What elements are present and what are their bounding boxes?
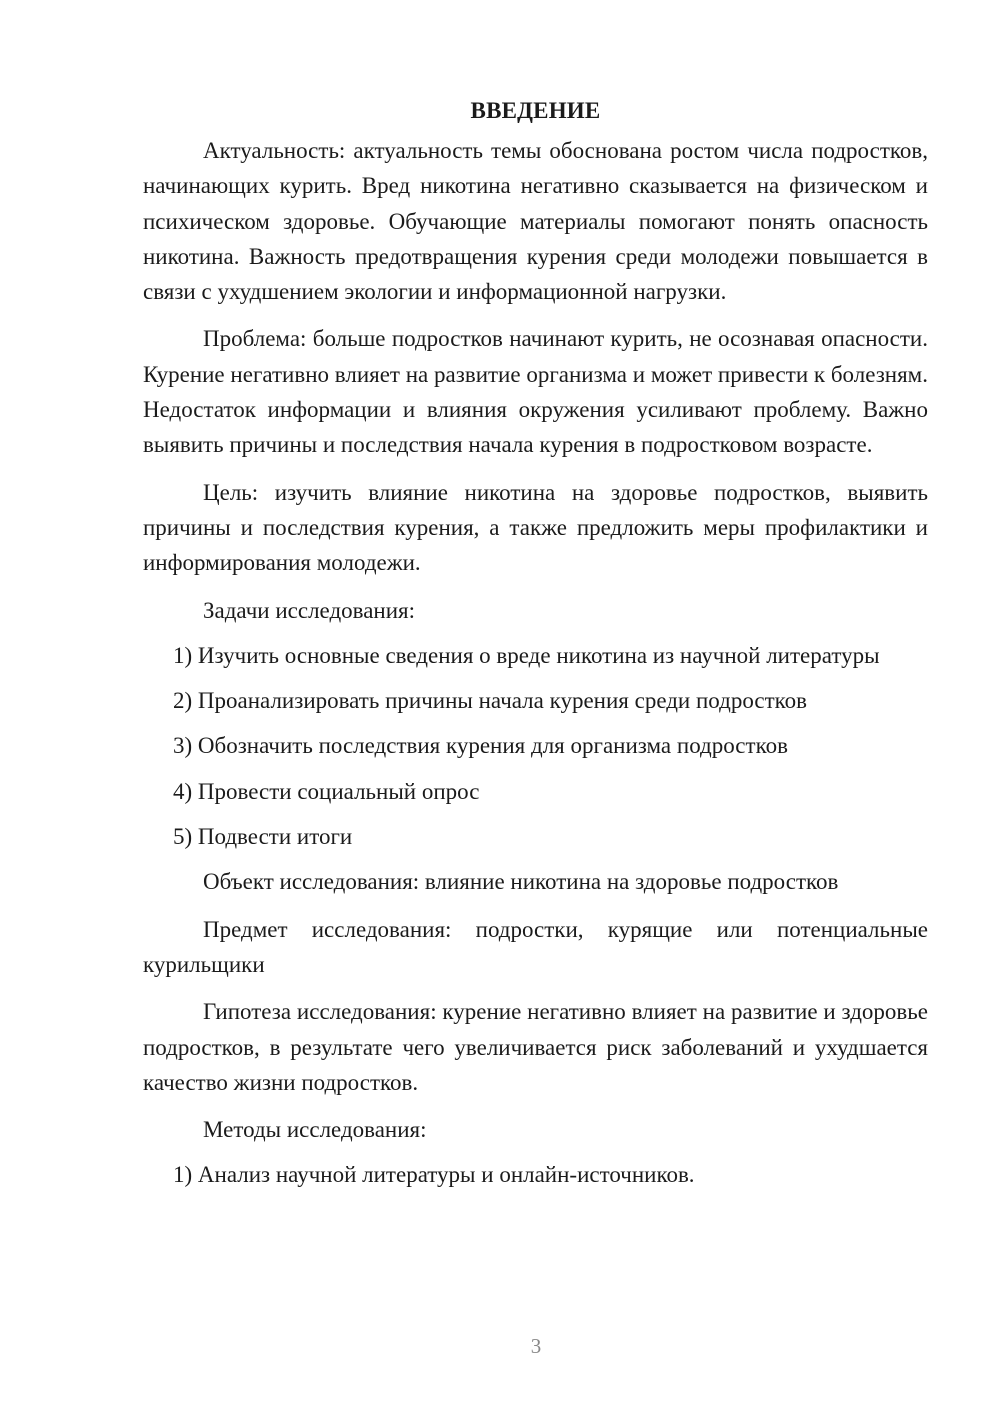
object-paragraph: Объект исследования: влияние никотина на здоровье подростков	[203, 869, 839, 895]
page-content	[143, 95, 928, 1203]
task-item: 2) Проанализировать причины начала курения среди подростков	[173, 688, 808, 714]
problem-paragraph: Проблема: больше подростков начинают курить, не осознавая опасности. Курение негативно влияет на развитие организма и может привести к болезням. Недостаток информации и влияния окружения усиливают проблему. Важно выявить причины и последствия начала курения в подростковом возрасте.	[143, 326, 928, 458]
goal-paragraph: Цель: изучить влияние никотина на здоровье подростков, выявить причины и последствия курения, а также предложить меры профилактики и информирования молодежи.	[143, 479, 928, 576]
tasks-heading: Задачи исследования:	[203, 597, 416, 623]
page-number: 3	[530, 1334, 542, 1358]
task-item: 4) Провести социальный опрос	[173, 778, 480, 804]
methods-heading: Методы исследования:	[203, 1117, 427, 1143]
task-item: 3) Обозначить последствия курения для организма подростков	[173, 733, 788, 759]
subject-paragraph: Предмет исследования: подростки, курящие или потенциальные курильщики	[143, 916, 928, 977]
page-title: ВВЕДЕНИЕ	[470, 98, 601, 123]
task-item: 5) Подвести итоги	[173, 824, 353, 850]
hypothesis-paragraph: Гипотеза исследования: курение негативно влияет на развитие и здоровье подростков, в результате чего увеличивается риск заболеваний и ухудшается качество жизни подростков.	[143, 999, 928, 1095]
task-item: 1) Изучить основные сведения о вреде никотина из научной литературы	[173, 642, 880, 668]
method-item: 1) Анализ научной литературы и онлайн-источников.	[173, 1162, 695, 1188]
relevance-paragraph: Актуальность: актуальность темы обоснована ростом числа подростков, начинающих курить. Вред никотина негативно сказывается на физическом и психическом здоровье. Обучающие материалы помогают понять опасность никотина. Важность предотвращения курения среди молодежи повышается в связи с ухудшением экологии и информационной нагрузки.	[143, 138, 928, 305]
